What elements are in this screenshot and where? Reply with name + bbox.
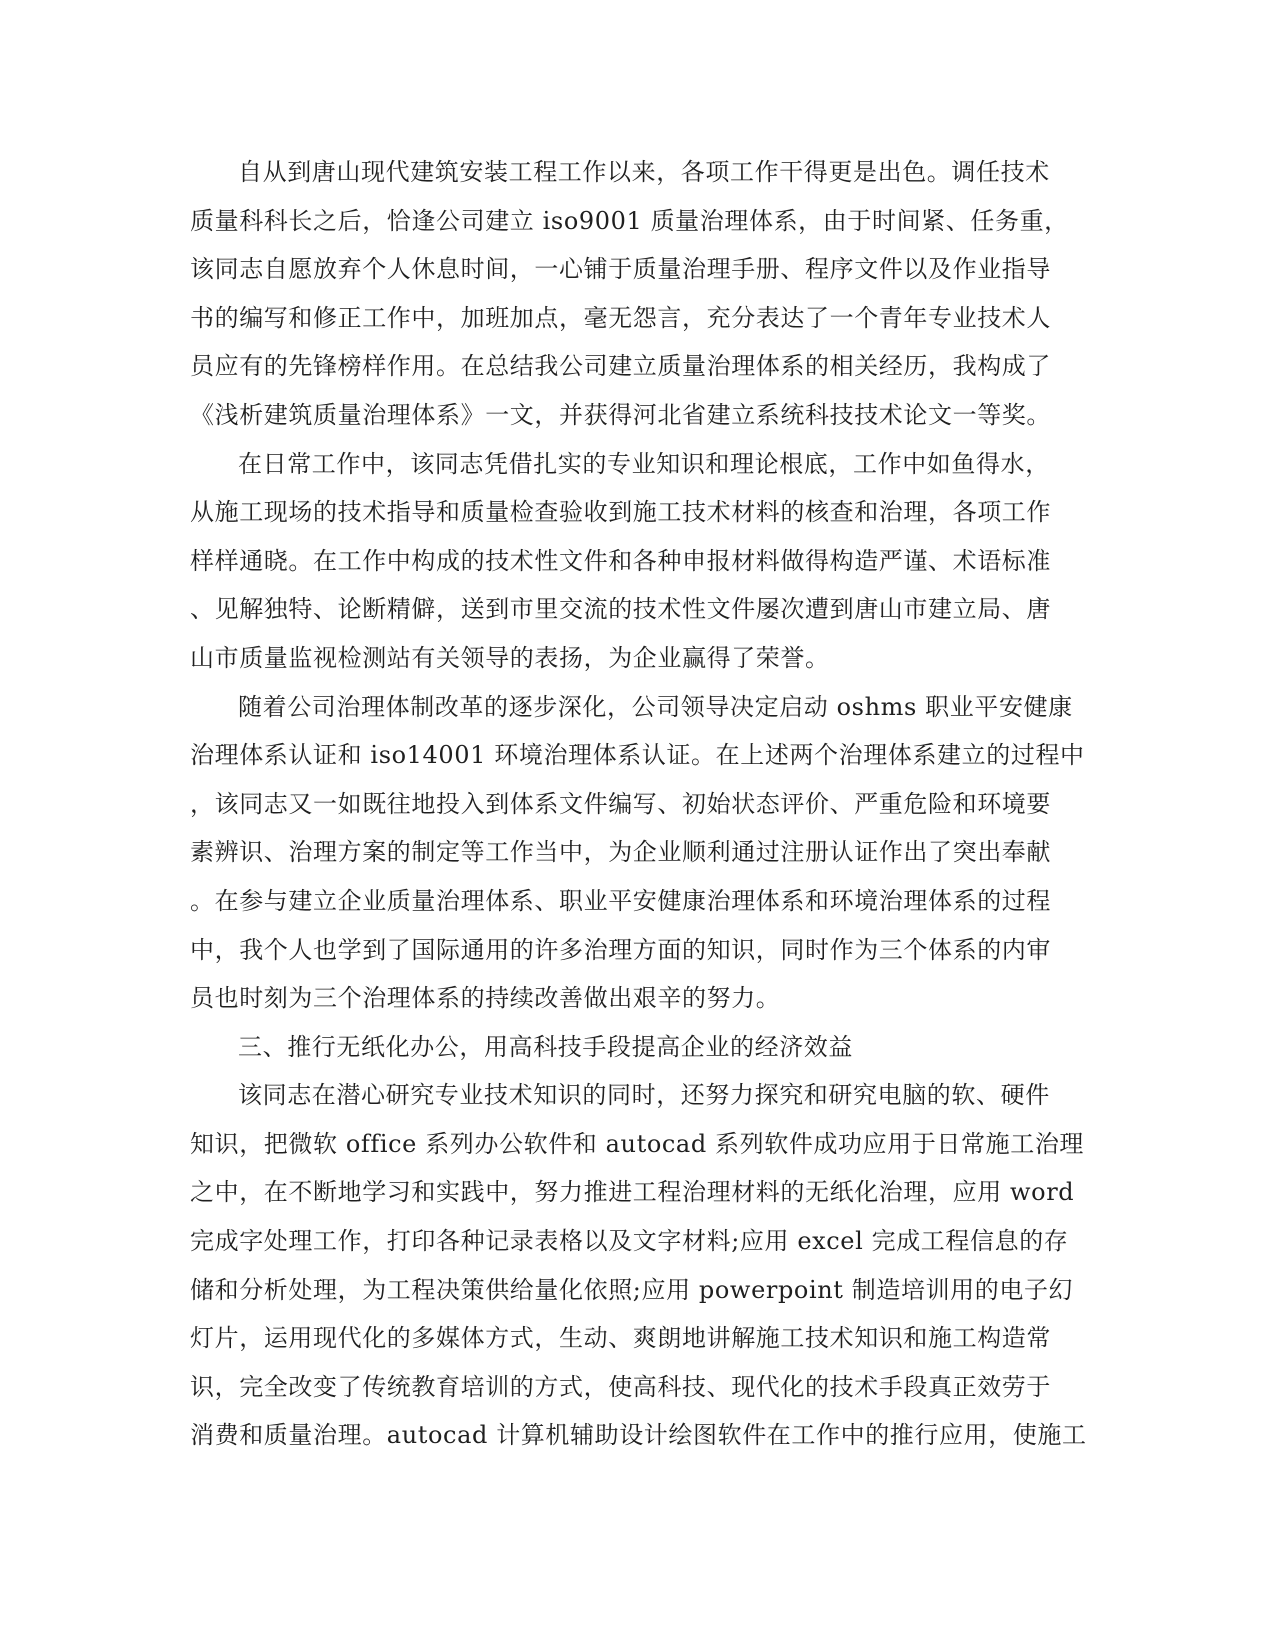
text-line: 从施工现场的技术指导和质量检查验收到施工技术材料的核查和治理，各项工作 <box>190 498 1051 527</box>
text-line: 、见解独特、论断精僻，送到市里交流的技术性文件屡次遭到唐山市建立局、唐 <box>190 595 1051 624</box>
text-line: 在日常工作中，该同志凭借扎实的专业知识和理论根底，工作中如鱼得水， <box>238 449 1050 478</box>
text-line: 随着公司治理体制改革的逐步深化，公司领导决定启动 oshms 职业平安健康 <box>238 692 1073 721</box>
text-line: 样样通晓。在工作中构成的技术性文件和各种申报材料做得构造严谨、术语标准 <box>190 546 1051 575</box>
text-line: 完成字处理工作，打印各种记录表格以及文字材料;应用 excel 完成工程信息的存 <box>190 1227 1069 1256</box>
text-line: 书的编写和修正工作中，加班加点，毫无怨言，充分表达了一个青年专业技术人 <box>190 303 1051 332</box>
text-line: 三、推行无纸化办公，用高科技手段提高企业的经济效益 <box>238 1032 853 1061</box>
document-body <box>190 148 1087 1460</box>
text-line: 该同志在潜心研究专业技术知识的同时，还努力探究和研究电脑的软、硬件 <box>238 1081 1050 1110</box>
text-line: 治理体系认证和 iso14001 环境治理体系认证。在上述两个治理体系建立的过程中 <box>190 741 1085 770</box>
text-line: 员也时刻为三个治理体系的持续改善做出艰辛的努力。 <box>190 984 781 1013</box>
text-line: ，该同志又一如既往地投入到体系文件编写、初始状态评价、严重危险和环境要 <box>190 789 1051 818</box>
text-line: 知识，把微软 office 系列办公软件和 autocad 系列软件成功应用于日常施工治理 <box>190 1129 1085 1158</box>
text-line: 《浅析建筑质量治理体系》一文，并获得河北省建立系统科技技术论文一等奖。 <box>190 400 1051 429</box>
text-line: 消费和质量治理。autocad 计算机辅助设计绘图软件在工作中的推行应用，使施工 <box>190 1421 1087 1450</box>
text-line: 灯片，运用现代化的多媒体方式，生动、爽朗地讲解施工技术知识和施工构造常 <box>190 1324 1051 1353</box>
text-line: 素辨识、治理方案的制定等工作当中，为企业顺利通过注册认证作出了突出奉献 <box>190 838 1051 867</box>
text-line: 识，完全改变了传统教育培训的方式，使高科技、现代化的技术手段真正效劳于 <box>190 1372 1051 1401</box>
text-line: 中，我个人也学到了国际通用的许多治理方面的知识，同时作为三个体系的内审 <box>190 935 1051 964</box>
text-line: 员应有的先锋榜样作用。在总结我公司建立质量治理体系的相关经历，我构成了 <box>190 352 1051 381</box>
text-line: 自从到唐山现代建筑安装工程工作以来，各项工作干得更是出色。调任技术 <box>238 158 1050 186</box>
text-line: 质量科科长之后，恰逢公司建立 iso9001 质量治理体系，由于时间紧、任务重， <box>190 206 1069 235</box>
text-line: 山市质量监视检测站有关领导的表扬，为企业赢得了荣誉。 <box>190 643 830 672</box>
text-line: 之中，在不断地学习和实践中，努力推进工程治理材料的无纸化治理，应用 word <box>190 1178 1075 1207</box>
text-line: 储和分析处理，为工程决策供给量化依照;应用 powerpoint 制造培训用的电子幻 <box>190 1275 1074 1304</box>
text-line: 该同志自愿放弃个人休息时间，一心铺于质量治理手册、程序文件以及作业指导 <box>190 255 1051 284</box>
text-line: 。在参与建立企业质量治理体系、职业平安健康治理体系和环境治理体系的过程 <box>190 886 1051 915</box>
